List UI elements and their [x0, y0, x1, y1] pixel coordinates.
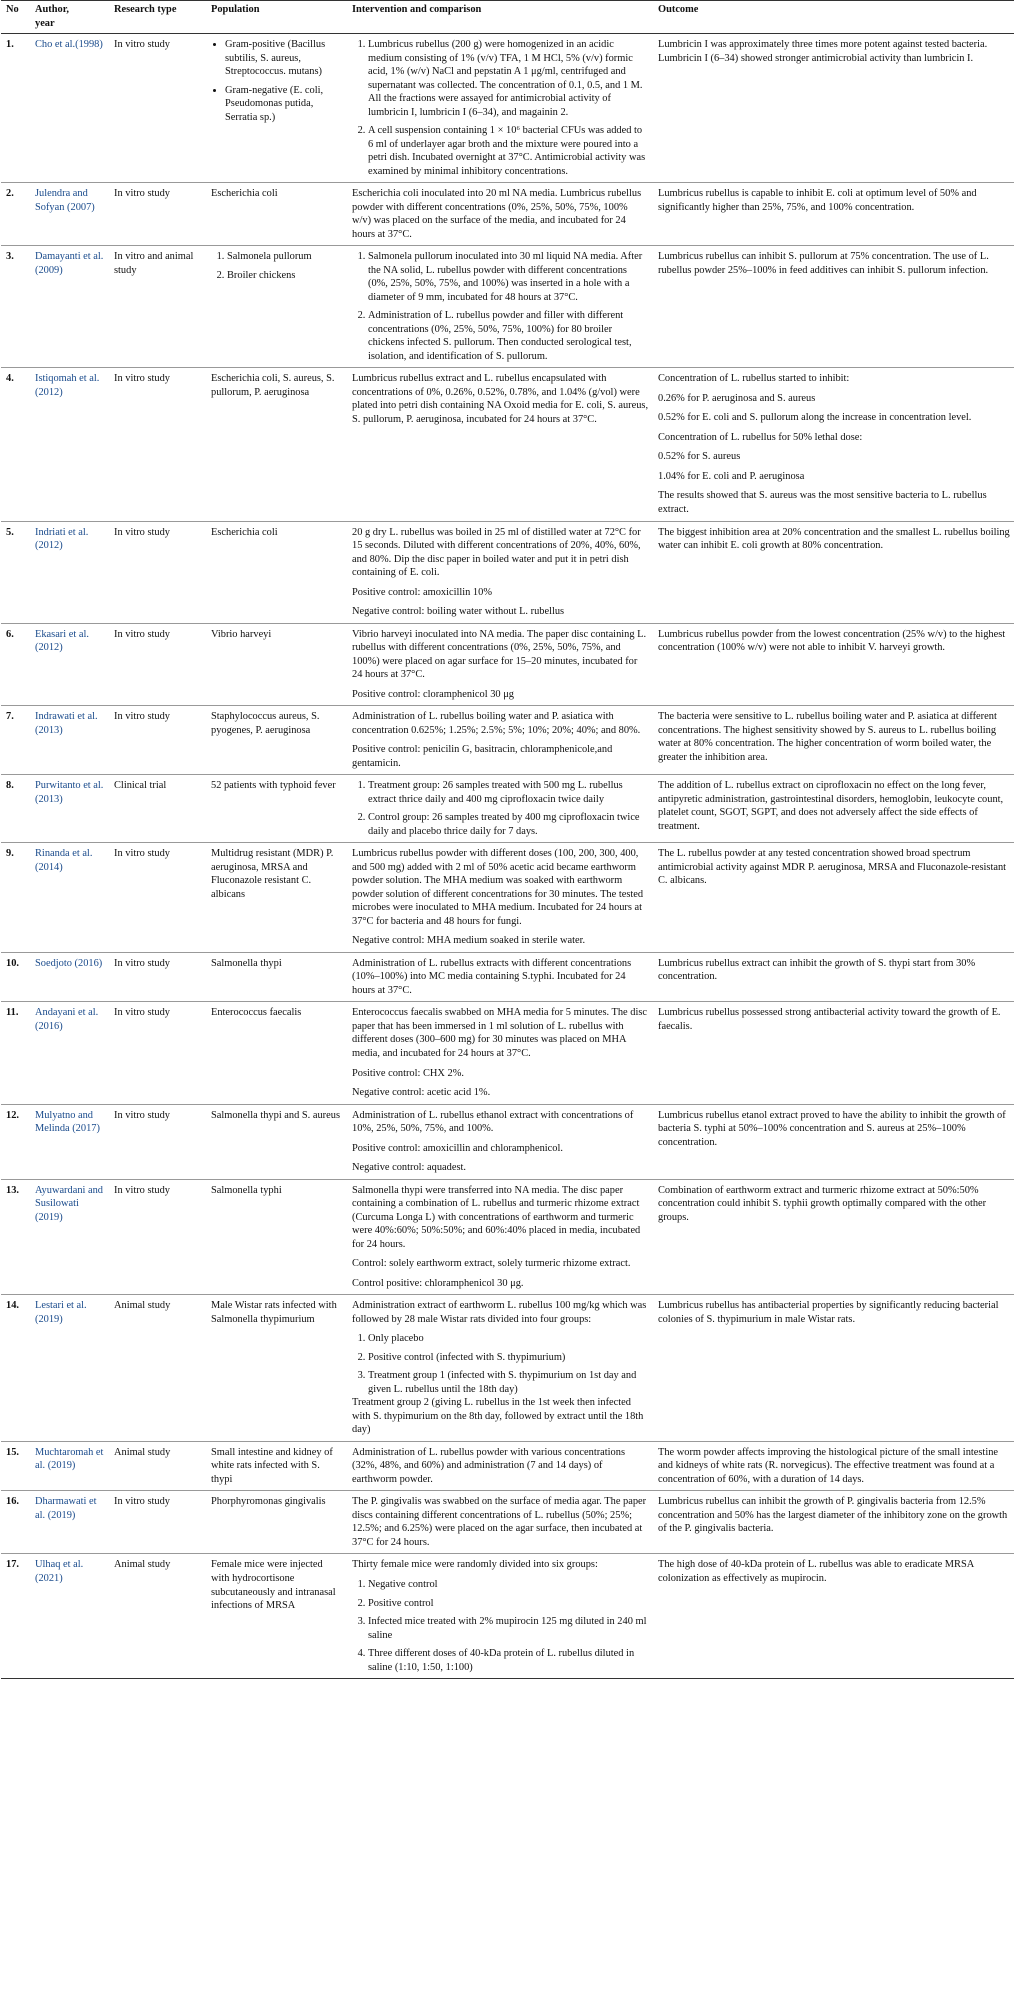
header-no: No [1, 1, 30, 34]
row-number: 1. [1, 34, 30, 183]
cell-paragraph: Positive control: cloramphenicol 30 μg [352, 688, 514, 700]
cell-paragraph: Salmonella thypi and S. aureus [211, 1109, 340, 1121]
author-link[interactable]: Muchtaromah et al. (2019) [30, 1441, 109, 1491]
table-row [1, 1491, 1014, 1554]
numbered-item: 2. A cell suspension containing 1 × 10⁶ bacterial CFUs was added to 6 ml of underlayer agar broth and the mixture were poured into a petri dish. Incubated overnight at 37°C. Antimicrobial activity was examined by minimal inhibitory concentrations. [368, 124, 649, 178]
table-row [1, 706, 1014, 775]
author-link[interactable]: Lestari et al. (2019) [30, 1295, 109, 1442]
cell-paragraph: Concentration of L. rubellus for 50% lethal dose: [658, 431, 863, 443]
table-row [1, 1104, 1014, 1179]
cell-paragraph: Negative control: acetic acid 1%. [352, 1087, 491, 1099]
row-number: 6. [1, 623, 30, 706]
population-cell [206, 843, 347, 953]
author-link[interactable]: Ulhaq et al. (2021) [30, 1554, 109, 1679]
cell-paragraph: 20 g dry L. rubellus was boiled in 25 ml of distilled water at 72°C for 15 seconds. Diluted with different concentrations of 20%, 40%, 60%, and 80%. Dip the disc paper in boiled water and put it in petri dish containing of E. coli. [352, 526, 641, 579]
cell-paragraph: Lumbricus rubellus possessed strong antibacterial activity toward the growth of E. faecalis. [658, 1007, 1001, 1032]
cell-paragraph: The results showed that S. aureus was the most sensitive bacteria to L. rubellus extract. [658, 490, 987, 515]
cell-paragraph: Salmonella thypi [211, 957, 282, 969]
intervention-cell [347, 775, 653, 843]
cell-paragraph: Positive control: penicilin G, basitracin, chloramphenicole,and gentamicin. [352, 744, 613, 769]
cell-paragraph: Salmonella thypi were transferred into NA media. The disc paper containing a combination of L. rubellus and turmeric rhizome extract (Curcuma Longa L) with concentrations of earthworm and turmeric were 40%:60%; 50%:50%; and 60%:40% placed in media, incubated for 24 hours. [352, 1184, 641, 1250]
row-number: 10. [1, 952, 30, 1002]
population-cell [206, 775, 347, 843]
cell-paragraph: Escherichia coli [211, 526, 278, 538]
row-number: 15. [1, 1441, 30, 1491]
row-number: 8. [1, 775, 30, 843]
research-type: In vitro study [109, 183, 206, 246]
outcome-cell [653, 623, 1014, 706]
row-number: 7. [1, 706, 30, 775]
cell-paragraph: The worm powder affects improving the histological picture of the small intestine and kidneys of white rats (R. norvegicus). The effective treatment was found at a concentration of 60%, with a duration of 14 days. [658, 1446, 999, 1485]
row-number: 9. [1, 843, 30, 953]
outcome-cell [653, 1491, 1014, 1554]
table-row [1, 1179, 1014, 1295]
table-row [1, 34, 1014, 183]
population-cell [206, 1002, 347, 1104]
author-link[interactable]: Indrawati et al. (2013) [30, 706, 109, 775]
author-link[interactable]: Soedjoto (2016) [30, 952, 109, 1002]
cell-paragraph: Escherichia coli, S. aureus, S. pullorum, P. aeruginosa [211, 373, 335, 398]
cell-paragraph: Administration of L. rubellus ethanol extract with concentrations of 10%, 25%, 50%, 75%, and 100%. [352, 1109, 634, 1135]
cell-paragraph: The addition of L. rubellus extract on ciprofloxacin no effect on the long fever, antipyretic administration, gastrointestinal disorders, hemoglobin, leukocyte count, platelet count, SGOT, SGPT, and does not adversely affect the side effects of treatment. [658, 780, 1004, 832]
outcome-cell [653, 1554, 1014, 1679]
population-cell [206, 368, 347, 521]
outcome-cell [653, 1104, 1014, 1179]
research-type: Animal study [109, 1295, 206, 1442]
bullet-list [211, 38, 343, 124]
table-body [1, 34, 1014, 1679]
row-number: 16. [1, 1491, 30, 1554]
outcome-cell [653, 1295, 1014, 1442]
cell-paragraph: Small intestine and kidney of white rats infected with S. thypi [211, 1446, 333, 1485]
cell-paragraph: Negative control: MHA medium soaked in sterile water. [352, 935, 586, 947]
table-row [1, 183, 1014, 246]
cell-paragraph: Positive control: CHX 2%. [352, 1067, 464, 1079]
intervention-cell [347, 706, 653, 775]
row-number: 2. [1, 183, 30, 246]
intervention-cell [347, 1441, 653, 1491]
numbered-list [352, 250, 649, 363]
intervention-cell [347, 1179, 653, 1295]
numbered-item: 1. Salmonela pullorum inoculated into 30 ml liquid NA media. After the NA solid, L. rubellus powder with different concentrations (0%, 25%, 50%, 75%, and 100%) was inserted in a hole with a diameter of 9 mm, incubated for 48 hours at 37°C. [368, 250, 649, 304]
intervention-cell [347, 952, 653, 1002]
population-cell [206, 1491, 347, 1554]
research-type: In vitro study [109, 952, 206, 1002]
cell-paragraph: Lumbricus rubellus can inhibit the growth of P. gingivalis bacteria from 12.5% concentration and 50% has the largest diameter of the inhibitory zone on the growth of the P. gingivalis bacteria. [658, 1496, 1008, 1535]
outcome-cell [653, 1179, 1014, 1295]
table-row [1, 1554, 1014, 1679]
numbered-item: 1. Negative control [368, 1578, 649, 1592]
cell-paragraph: The bacteria were sensitive to L. rubellus boiling water and P. asiatica at different concentrations. The highest sensitivity showed by S. aureus to L. rubellus boiling water at 80% concentration. The higher concentration of worm boiled water, the greater the inhibition area. [658, 711, 997, 763]
cell-paragraph: 0.52% for S. aureus [658, 451, 741, 463]
numbered-list [352, 1578, 649, 1674]
table-row [1, 246, 1014, 368]
intervention-cell [347, 1295, 653, 1442]
row-number: 4. [1, 368, 30, 521]
cell-paragraph: Staphylococcus aureus, S. pyogenes, P. aeruginosa [211, 711, 320, 736]
author-link[interactable]: Rinanda et al. (2014) [30, 843, 109, 953]
header-author: Author, year [30, 1, 109, 34]
population-cell [206, 183, 347, 246]
author-link[interactable]: Purwitanto et al. (2013) [30, 775, 109, 843]
population-cell [206, 521, 347, 623]
population-cell [206, 623, 347, 706]
cell-paragraph: Lumbricus rubellus is capable to inhibit E. coli at optimum level of 50% and significantly higher than 25%, 75%, and 100% concentration. [658, 188, 977, 213]
numbered-list [352, 1332, 649, 1396]
header-intervention: Intervention and comparison [347, 1, 653, 34]
research-type: In vitro study [109, 843, 206, 953]
cell-paragraph: Thirty female mice were randomly divided into six groups: [352, 1559, 598, 1571]
research-type: In vitro study [109, 1179, 206, 1295]
cell-paragraph: Positive control: amoxicillin 10% [352, 586, 492, 598]
cell-paragraph: 52 patients with typhoid fever [211, 780, 336, 792]
research-type: In vitro study [109, 1491, 206, 1554]
outcome-cell [653, 246, 1014, 368]
intervention-cell [347, 1002, 653, 1104]
author-link[interactable]: Ayuwardani and Susilowati (2019) [30, 1179, 109, 1295]
numbered-list [352, 779, 649, 838]
population-cell [206, 1179, 347, 1295]
research-type: In vitro study [109, 623, 206, 706]
cell-paragraph: Lumbricus rubellus can inhibit S. pullorum at 75% concentration. The use of L. rubellus powder 25%–100% in feed additives can inhibit S. pullorum infection. [658, 251, 989, 276]
research-type: In vitro study [109, 521, 206, 623]
cell-paragraph: 0.52% for E. coli and S. pullorum along the increase in concentration level. [658, 412, 972, 424]
studies-table [1, 0, 1014, 1679]
cell-paragraph: Concentration of L. rubellus started to inhibit: [658, 373, 850, 385]
cell-paragraph: Administration of L. rubellus powder with various concentrations (32%, 48%, and 60%) and administration (7 and 14 days) of earthworm powder. [352, 1446, 625, 1485]
numbered-item: 4. Three different doses of 40-kDa protein of L. rubellus diluted in saline (1:10, 1:50, 1:100) [368, 1647, 649, 1674]
numbered-item: 1. Treatment group: 26 samples treated with 500 mg L. rubellus extract thrice daily and 400 mg ciprofloxacin twice daily [368, 779, 649, 806]
numbered-item: 1. Salmonela pullorum [227, 250, 343, 264]
population-cell [206, 1104, 347, 1179]
row-number: 17. [1, 1554, 30, 1679]
cell-paragraph: Salmonella typhi [211, 1184, 282, 1196]
outcome-cell [653, 521, 1014, 623]
numbered-item: 2. Positive control [368, 1597, 649, 1611]
outcome-cell [653, 1441, 1014, 1491]
population-cell [206, 1295, 347, 1442]
intervention-cell [347, 34, 653, 183]
cell-paragraph: Administration of L. rubellus extracts with different concentrations (10%–100%) into MC media containing S.typhi. Incubated for 24 hours at 37°C. [352, 957, 632, 996]
table-row [1, 843, 1014, 953]
numbered-list [211, 250, 343, 282]
outcome-cell [653, 775, 1014, 843]
population-cell [206, 952, 347, 1002]
cell-paragraph: Positive control: amoxicillin and chloramphenicol. [352, 1142, 563, 1154]
numbered-item: 1. Only placebo [368, 1332, 649, 1346]
numbered-item: 3. Treatment group 1 (infected with S. thypimurium on 1st day and given L. rubellus until the 18th day) [368, 1369, 649, 1396]
cell-paragraph: Vibrio harveyi inoculated into NA media. The paper disc containing L. rubellus with different concentrations (0%, 25%, 50%, 75%, and 100%) were placed on agar surface for 15–20 minutes, incubated for 24 hours at 37°C. [352, 628, 647, 681]
author-link[interactable]: Damayanti et al. (2009) [30, 246, 109, 368]
numbered-item: 2. Administration of L. rubellus powder and filler with different concentrations (0%, 25%, 50%, 75%, 100%) for 80 broiler chickens infected S. pullorum. Then conducted serological test, isolation, and identification of S. pullorum. [368, 309, 649, 363]
cell-paragraph: Escherichia coli [211, 188, 278, 200]
cell-paragraph: Lumbricus rubellus powder from the lowest concentration (25% w/v) to the highest concentration (100% w/v) were not able to inhibit V. harveyi growth. [658, 628, 1006, 654]
author-link[interactable]: Mulyatno and Melinda (2017) [30, 1104, 109, 1179]
research-type: In vitro study [109, 34, 206, 183]
author-link[interactable]: Julendra and Sofyan (2007) [30, 183, 109, 246]
cell-paragraph: Lumbricus rubellus has antibacterial properties by significantly reducing bacterial colonies of S. thypimurium in male Wistar rats. [658, 1300, 999, 1325]
numbered-item: 1. Lumbricus rubellus (200 g) were homogenized in an acidic medium consisting of 1% (v/v) TFA, 1 M HCl, 5% (v/v) formic acid, 1% (w/v) NaCl and pepstatin A 1 μg/ml, centrifuged and supernatant was collected. The concentration of 0.1, 0.5, and 1 M. All the fractions were assayed for antimicrobial activity of lumbricin I, lumbricin I (6–34), and magainin 2. [368, 38, 649, 119]
research-type: In vitro study [109, 706, 206, 775]
cell-paragraph: The biggest inhibition area at 20% concentration and the smallest L. rubellus boiling water can inhibit E. coli growth at 80% concentration. [658, 526, 1010, 552]
cell-paragraph: Male Wistar rats infected with Salmonella thypimurium [211, 1300, 337, 1325]
table-row [1, 623, 1014, 706]
cell-paragraph: Enterococcus faecalis swabbed on MHA media for 5 minutes. The disc paper that has been immersed in 1 ml solution of L. rubellus with different doses (300–600 mg) for 30 minutes was placed on MHA media, and incubated for 24 hours at 37°C. [352, 1007, 647, 1059]
cell-paragraph: Multidrug resistant (MDR) P. aeruginosa, MRSA and Fluconazole resistant C. albicans [211, 848, 334, 900]
research-type: In vitro study [109, 1104, 206, 1179]
table-row [1, 1441, 1014, 1491]
population-cell [206, 1554, 347, 1679]
cell-paragraph: The P. gingivalis was swabbed on the surface of media agar. The paper discs containing different concentrations of L. rubellus (50%; 25%; 12.5%; and 6.25%) were placed on the agar surface, then incubated at 37°C for 24 hours. [352, 1496, 647, 1548]
research-type: Clinical trial [109, 775, 206, 843]
table-row [1, 368, 1014, 521]
cell-paragraph: 0.26% for P. aeruginosa and S. aureus [658, 392, 816, 404]
numbered-item: 2. Control group: 26 samples treated by 400 mg ciprofloxacin twice daily and placebo thrice daily for 7 days. [368, 811, 649, 838]
outcome-cell [653, 368, 1014, 521]
row-number: 12. [1, 1104, 30, 1179]
author-link[interactable]: Cho et al.(1998) [30, 34, 109, 183]
intervention-cell [347, 183, 653, 246]
cell-paragraph: The high dose of 40-kDa protein of L. rubellus was able to eradicate MRSA colonization as effectively as mupirocin. [658, 1559, 974, 1584]
author-link[interactable]: Ekasari et al. (2012) [30, 623, 109, 706]
numbered-item: 3. Infected mice treated with 2% mupirocin 125 mg diluted in 240 ml saline [368, 1615, 649, 1642]
cell-paragraph: Negative control: boiling water without L. rubellus [352, 606, 565, 618]
table-row [1, 775, 1014, 843]
research-type: In vitro and animal study [109, 246, 206, 368]
intervention-cell [347, 1491, 653, 1554]
numbered-item: 2. Broiler chickens [227, 269, 343, 283]
bullet-item: • Gram-positive (Bacillus subtilis, S. aureus, Streptococcus. mutans) [225, 38, 343, 79]
table-row [1, 1002, 1014, 1104]
population-cell [206, 706, 347, 775]
intervention-cell [347, 368, 653, 521]
cell-paragraph: Treatment group 2 (giving L. rubellus in the 1st week then infected with S. thypimurium on the 8th day, followed by extract until the 18th day) [352, 1397, 644, 1436]
numbered-item: 2. Positive control (infected with S. thypimurium) [368, 1351, 649, 1365]
cell-paragraph: Lumbricus rubellus powder with different doses (100, 200, 300, 400, and 500 mg) added with 2 ml of 50% acetic acid became earthworm powder solution. The MHA medium was soaked with earthworm powder solution of different concentrations for 30 minutes. The tested microbes were inoculated to MHA medium. Incubated for 24 hours at 37°C for bacteria and 48 hours for fungi. [352, 848, 644, 927]
cell-paragraph: Administration of L. rubellus boiling water and P. asiatica with concentration 0.625%; 1.25%; 2.5%; 5%; 10%; 20%; 40%; and 80%. [352, 711, 641, 736]
cell-paragraph: Control: solely earthworm extract, solely turmeric rhizome extract. [352, 1258, 631, 1270]
table-row [1, 521, 1014, 623]
outcome-cell [653, 706, 1014, 775]
cell-paragraph: Female mice were injected with hydrocortisone subcutaneously and intranasal infections of MRSA [211, 1559, 336, 1612]
outcome-cell [653, 34, 1014, 183]
row-number: 13. [1, 1179, 30, 1295]
intervention-cell [347, 1554, 653, 1679]
research-type: Animal study [109, 1554, 206, 1679]
header-population: Population [206, 1, 347, 34]
cell-paragraph: Lumbricus rubellus etanol extract proved to have the ability to inhibit the growth of bacteria S. typhi at 50%–100% concentration and S. aureus at 25%–100% concentration. [658, 1109, 1006, 1148]
research-type: Animal study [109, 1441, 206, 1491]
cell-paragraph: Phorphyromonas gingivalis [211, 1496, 326, 1508]
intervention-cell [347, 521, 653, 623]
cell-paragraph: Control positive: chloramphenicol 30 μg. [352, 1277, 524, 1289]
row-number: 14. [1, 1295, 30, 1442]
cell-paragraph: Combination of earthworm extract and turmeric rhizome extract at 50%:50% concentration could inhibit S. typhii growth optimally compared with the other groups. [658, 1184, 987, 1223]
outcome-cell [653, 1002, 1014, 1104]
cell-paragraph: Lumbricus rubellus extract can inhibit the growth of S. thypi start from 30% concentration. [658, 957, 976, 983]
table-row [1, 952, 1014, 1002]
row-number: 5. [1, 521, 30, 623]
cell-paragraph: Vibrio harveyi [211, 628, 272, 640]
population-cell [206, 34, 347, 183]
cell-paragraph: Escherichia coli inoculated into 20 ml NA media. Lumbricus rubellus powder with different concentrations (0%, 25%, 50%, 75%, 100% w/v) was placed on the surface of the media, and incubated for 24 hours at 37°C. [352, 188, 642, 240]
table-header [1, 1, 1014, 34]
outcome-cell [653, 843, 1014, 953]
table-row [1, 1295, 1014, 1442]
population-cell [206, 1441, 347, 1491]
header-outcome: Outcome [653, 1, 1014, 34]
cell-paragraph: Administration extract of earthworm L. rubellus 100 mg/kg which was followed by 28 male Wistar rats divided into four groups: [352, 1300, 647, 1325]
intervention-cell [347, 246, 653, 368]
row-number: 11. [1, 1002, 30, 1104]
cell-paragraph: The L. rubellus powder at any tested concentration showed broad spectrum antimicrobial activity against MDR P. aeruginosa, MRSA and Fluconazole-resistant C. albicans. [658, 848, 1007, 887]
numbered-list [352, 38, 649, 178]
population-cell [206, 246, 347, 368]
author-link[interactable]: Andayani et al. (2016) [30, 1002, 109, 1104]
author-link[interactable]: Indriati et al. (2012) [30, 521, 109, 623]
cell-paragraph: Negative control: aquadest. [352, 1162, 466, 1174]
research-type: In vitro study [109, 368, 206, 521]
author-link[interactable]: Istiqomah et al. (2012) [30, 368, 109, 521]
outcome-cell [653, 952, 1014, 1002]
intervention-cell [347, 843, 653, 953]
row-number: 3. [1, 246, 30, 368]
author-link[interactable]: Dharmawati et al. (2019) [30, 1491, 109, 1554]
outcome-cell [653, 183, 1014, 246]
intervention-cell [347, 623, 653, 706]
header-research-type: Research type [109, 1, 206, 34]
cell-paragraph: 1.04% for E. coli and P. aeruginosa [658, 470, 805, 482]
cell-paragraph: Lumbricus rubellus extract and L. rubellus encapsulated with concentrations of 0%, 0.26%, 0.52%, 0.78%, and 1.04% (g/vol) were plated into petri dish containing NA Oxoid media for E. coli, S. aureus, S. pullorum, P. aeruginosa, incubated for 24 hours at 37°C. [352, 373, 649, 425]
research-type: In vitro study [109, 1002, 206, 1104]
cell-paragraph: Lumbricin I was approximately three times more potent against tested bacteria. Lumbricin I (6–34) showed stronger antimicrobial activity than lumbricin I. [658, 39, 988, 64]
intervention-cell [347, 1104, 653, 1179]
bullet-item: • Gram-negative (E. coli, Pseudomonas putida, Serratia sp.) [225, 84, 343, 125]
cell-paragraph: Enterococcus faecalis [211, 1007, 302, 1019]
